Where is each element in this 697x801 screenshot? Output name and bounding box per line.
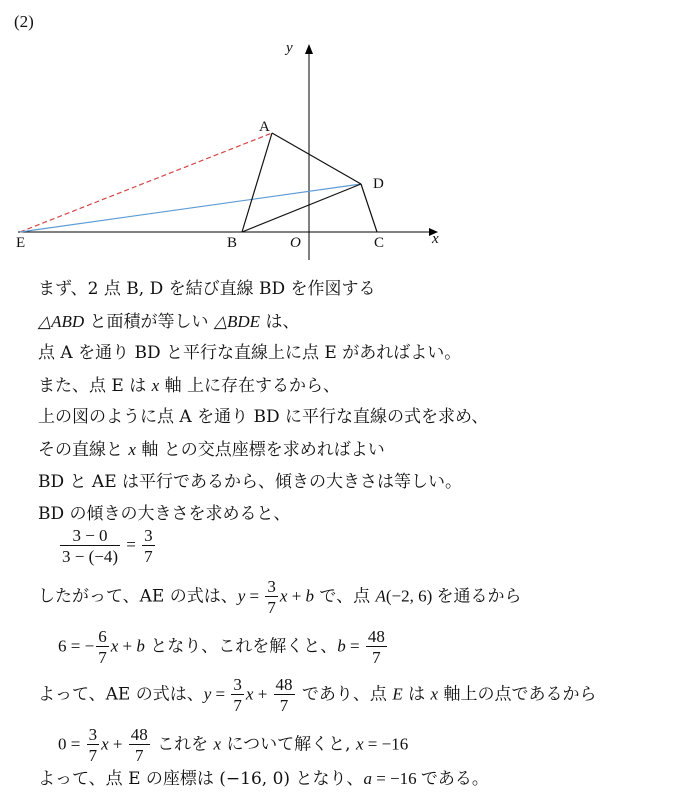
label-D: D xyxy=(373,176,384,192)
segment-BD xyxy=(242,184,361,232)
text-line-1: まず、2 点 B, D を結び直線 BD を作図する xyxy=(38,279,376,299)
text-line-ae-result: よって、AE の式は、y = $\frac{3}{7}$ x + $\frac{48}{7}$ であり、点 E は x 軸上の点であるから xyxy=(38,675,597,715)
segment-AD xyxy=(272,133,361,184)
label-B: B xyxy=(227,235,238,251)
text-line-5: 上の図のように点 A を通り BD に平行な直線の式を求め、 xyxy=(38,407,489,427)
label-C: C xyxy=(374,235,385,251)
fraction-3-7: $\frac{3}{7}$ xyxy=(144,526,153,566)
equation-slope: $\frac{3 - 0}{3 - (-4)}$ = $\frac{3}{7}$ xyxy=(62,526,153,566)
text-line-2: △ABD と面積が等しい △BDE は、 xyxy=(38,312,300,332)
text-line-ae-form: したがって、AE の式は、y = $\frac{3}{7}$ x + b で、点 A(−2, 6) を通るから xyxy=(38,577,522,617)
segment-AB xyxy=(242,133,272,232)
text-line-solve-x: 0 = $\frac{3}{7}$ x + $\frac{48}{7}$ これを x について解くと, x = −16 xyxy=(58,725,409,765)
text-line-7: BD と AE は平行であるから、傾きの大きさは等しい。 xyxy=(38,472,463,492)
y-axis-arrow-icon xyxy=(305,44,313,54)
fraction-slope: $\frac{3 - 0}{3 - (-4)}$ xyxy=(62,526,118,566)
text-line-3: 点 A を通り BD と平行な直線上に点 E があればよい。 xyxy=(38,343,462,363)
text-line-6: その直線と x 軸 との交点座標を求めればよい xyxy=(38,440,385,460)
label-y: y xyxy=(286,40,293,56)
text-line-4: また、点 E は x 軸 上に存在するから、 xyxy=(38,376,340,396)
label-x: x xyxy=(432,231,439,247)
problem-number: (2) xyxy=(14,12,34,31)
text-line-solve-b: 6 = − $\frac{6}{7}$ x + b となり、これを解くと、b = $\frac{48}{7}$ xyxy=(58,627,385,667)
label-A: A xyxy=(259,119,270,135)
dashed-line-EA xyxy=(20,133,272,232)
text-line-8: BD の傾きの大きさを求めると、 xyxy=(38,504,291,524)
label-O: O xyxy=(290,235,301,251)
line-ED xyxy=(20,184,361,232)
text-line-conclusion: よって、点 E の座標は (−16, 0) となり、a = −16 である。 xyxy=(38,769,489,789)
label-E: E xyxy=(16,235,26,251)
